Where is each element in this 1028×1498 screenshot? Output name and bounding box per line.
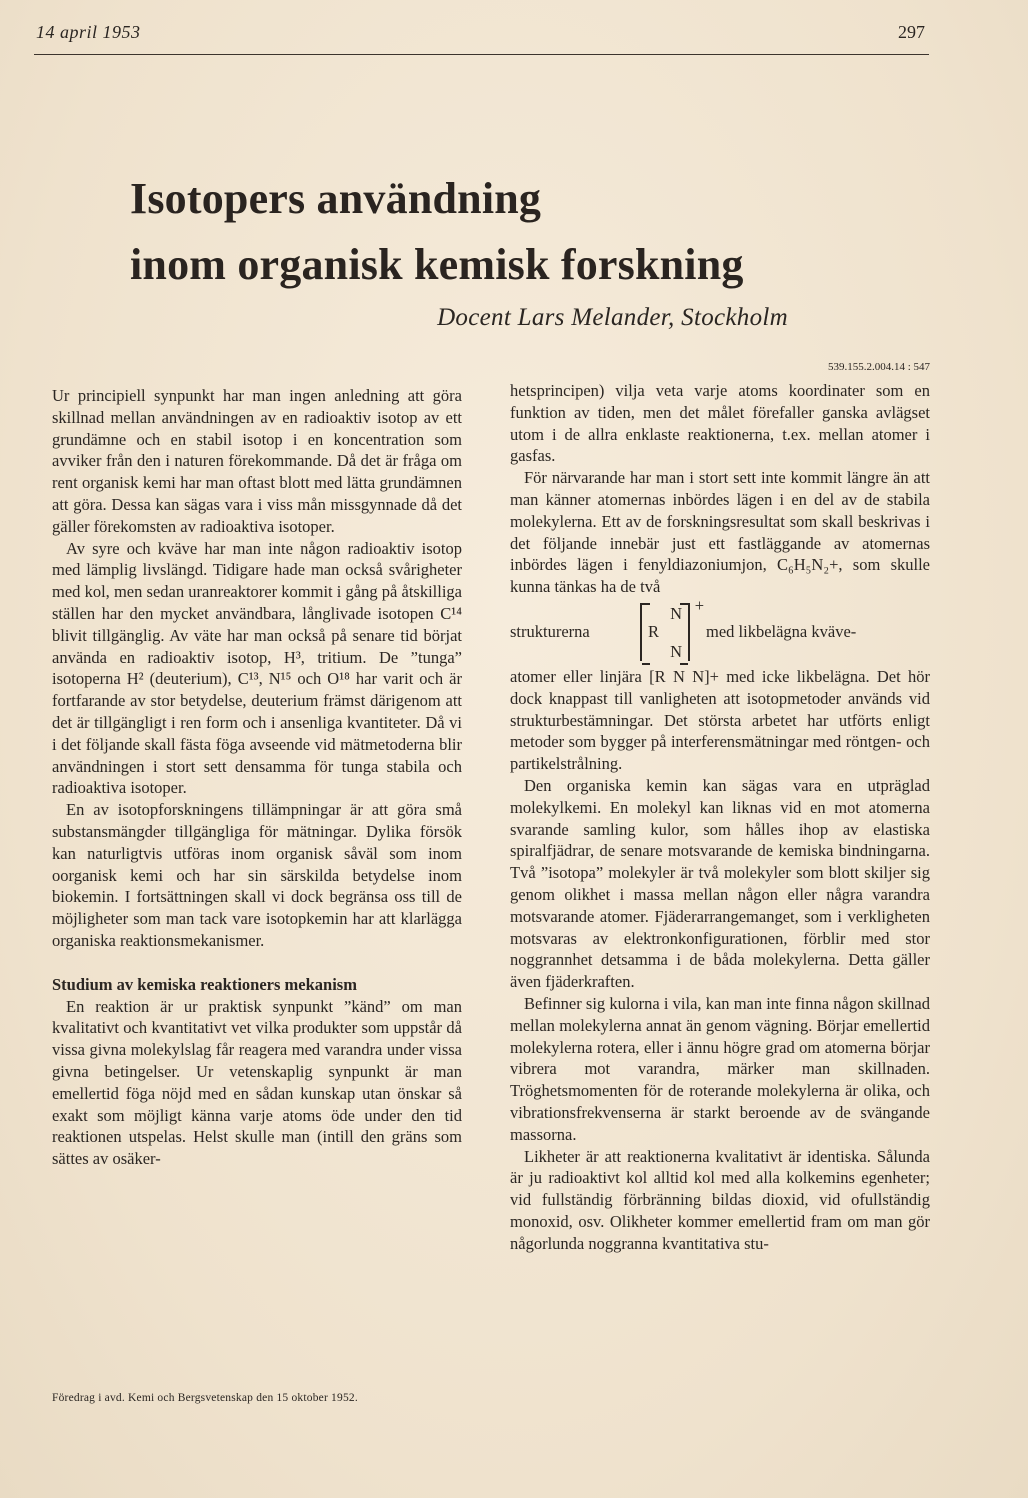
formula-n-top: N xyxy=(670,603,682,623)
formula-bracket xyxy=(640,595,704,661)
paragraph: En av isotopforskningens tillämpningar är att göra små substansmängder tillgängliga för mätningar. Dylika försök kan naturligtvis utföras inom organisk såväl som inom oorganisk kemi och har sin särskilda betydelse inom biokemin. I fortsättningen skall vi dock begränsa oss till de möjligheter som man tack vare isotopkemin har att klarlägga organiska reaktionsmekanismer. xyxy=(52,800,462,950)
paragraph: För närvarande har man i stort sett inte kommit längre än att man känner atomernas inbördes lägen i en del av de stabila molekylerna. Ett av de forskningsresultat som skall beskrivas i det följande innebär just ett fastläggande av atomernas inbördes lägen i fenyldiazoniumjon, C₆H₅N₂+, som skulle kunna tänkas ha de två xyxy=(510,468,930,597)
formula-label-left: strukturerna xyxy=(510,622,590,642)
header-date: 14 april 1953 xyxy=(36,22,141,42)
paragraph: En reaktion är ur praktisk synpunkt ”känd” om man kvalitativt och kvantitativt vet vilka produkter som uppstår då vissa givna molekylslag får reagera med varandra under vissa givna betingelser. Ur vetenskaplig synpunkt är man emellertid föga nöjd med en sådan kunskap utan önskar så exakt som möjligt känna varje atoms öde under den tid reaktionen utspelas. Helst skulle man (intill den gräns som sättes av osäker- xyxy=(52,996,462,1169)
title-line-2: inom organisk kemisk forskning xyxy=(130,240,744,289)
paragraph: atomer eller linjära [R N N]+ med icke likbelägna. Det hör dock knappast till vanligheten att isotopmetoder används vid strukturbestämningar. Det största arbetet har utförts enligt metoder som bygger på interferensmätningar med röntgen- och partikelstrålning. xyxy=(510,666,930,774)
left-column xyxy=(52,385,462,1170)
formula-r: R xyxy=(648,621,660,641)
footnote: Föredrag i avd. Kemi och Bergsvetenskap den 15 oktober 1952. xyxy=(52,1392,358,1404)
paragraph: Befinner sig kulorna i vila, kan man inte finna någon skillnad mellan molekylerna annat än genom vägning. Börjar emellertid molekylerna rotera, eller i ännu högre grad om atomerna börjar vibrera mot varandra, märker man skillnaden. Tröghetsmomenten för de roterande molekylerna är olika, och vibrationsfrekvenserna är starkt beroende av de svängande massorna. xyxy=(510,993,930,1144)
formula-n-bottom: N xyxy=(670,641,682,661)
page-number: 297 xyxy=(898,22,925,42)
formula-label-right: med likbelägna kväve- xyxy=(706,622,857,642)
udc-classification: 539.155.2.004.14 : 547 xyxy=(827,361,930,373)
article-title xyxy=(130,166,910,298)
title-line-1: Isotopers användning xyxy=(130,174,542,223)
author-byline: Docent Lars Melander, Stockholm xyxy=(437,304,788,331)
paragraph: Ur principiell synpunkt har man ingen anledning att göra skillnad mellan användningen av en radioaktiv isotop av ett grundämne och en stabil isotop i en koncentration som avviker från den i naturen förekommande. Då det är fråga om rent organisk kemi har man oftast blott med lätta grundämnen att göra. Dessa kan sägas vara i viss mån missgynnade då det gäller förekomsten av radioaktiva isotoper. xyxy=(52,386,462,536)
paragraph: Av syre och kväve har man inte någon radioaktiv isotop med lämplig livslängd. Tidigare hade man också svårigheter med kol, men sedan uranreaktorer kommit i gång på åtskilliga ställen har den mycket användbara, långlivade isotopen C¹⁴ blivit tillgänglig. Av väte har man också på senare tid börjat använda en radioaktiv isotop, H³, tritium. De ”tunga” isotoperna H² (deuterium), C¹³, N¹⁵ och O¹⁸ har varit och är fortfarande av stor betydelse, deuterium främst därigenom att det är tillgängligt i ren form och i ansenliga kvantiteter. Då vi i det följande skall fästa föga avseende vid mätmetoderna blir användningen i stort sett densamma för tunga stabila och radioaktiva isotoper. xyxy=(52,538,462,798)
paragraph: hetsprincipen) vilja veta varje atoms koordinater som en funktion av tiden, men det målet förefaller ganska avlägset utom i de allra enklaste reaktionerna, t.ex. mellan atomer i gasfas. xyxy=(510,381,930,466)
header-rule xyxy=(34,54,929,55)
paragraph: Likheter är att reaktionerna kvalitativt är identiska. Sålunda är ju radioaktivt kol alltid kol med alla kolkemins egenheter; vid fullständig förbränning bildas dioxid, vid ofullständig monoxid, osv. Olikheter kommer emellertid fram om man gör någorlunda noggranna kvantitativa stu- xyxy=(510,1146,930,1253)
right-column xyxy=(510,380,930,1254)
paragraph: Den organiska kemin kan sägas vara en utpräglad molekylkemi. En molekyl kan liknas vid en mot atomerna svarande samling kulor, som hålles ihop av elastiska spiralfjädrar, de senare motsvarande de kemiska bindningarna. Två ”isotopa” molekyler är två molekyler som blott skiljer sig genom olikhet i massa mellan någon eller några varandra motsvarande atomer. Fjäderarrangemanget, som i verkligheten motsvaras av elektronkonfigurationen, förblir med stor noggrannhet detsamma i de båda molekylerna. Detta gäller även fjäderkraften. xyxy=(510,775,930,992)
structure-formula xyxy=(510,595,930,664)
section-heading: Studium av kemiska reaktioners mekanism xyxy=(52,974,357,994)
formula-charge: + xyxy=(694,595,704,615)
